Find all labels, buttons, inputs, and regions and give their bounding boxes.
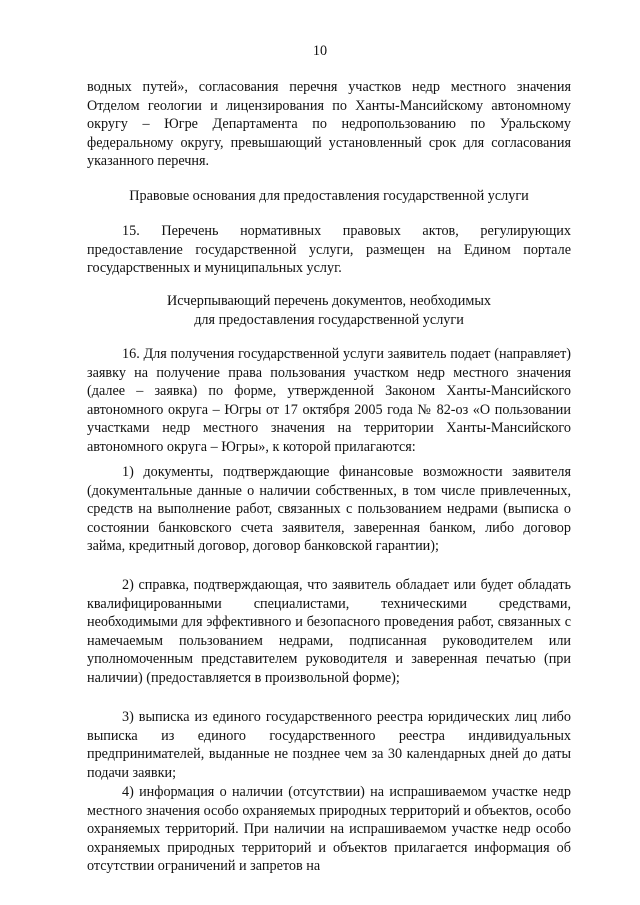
page-number: 10	[312, 43, 328, 59]
list-item-1	[87, 463, 571, 556]
heading-line: Исчерпывающий перечень документов, необходимых	[167, 293, 491, 309]
paragraph-16	[87, 345, 571, 457]
list-item-text: 2) справка, подтверждающая, что заявитель обладает или будет обладать квалифицированными специалистами, техническими средствами, необходимыми для эффективного и безопасного проведения работ, связанных с намечаемым пользованием недрами, подписанная руководителем или уполномоченным представителем руководителя и заверенная печатью (при наличии) (предоставляется в произвольной форме);	[87, 577, 571, 686]
section-heading-legal-basis	[87, 187, 571, 206]
list-item-4	[87, 783, 571, 876]
paragraph-continuation	[87, 78, 571, 171]
list-item-text: 4) информация о наличии (отсутствии) на испрашиваемом участке недр местного значения особо охраняемых природных территорий и объектов, особо охраняемых территорий. При наличии на испрашиваемом участке недр особо охраняемых природных территорий и объектов прилагается информация об отсутствии ограничений и запретов на	[87, 784, 571, 875]
paragraph-text: водных путей», согласования перечня участков недр местного значения Отделом геологии и лицензирования по Ханты-Мансийскому автономному округу – Югре Департамента по недропользованию по Уральскому федеральному округу, превышающий установленный срок для согласования указанного перечня.	[87, 79, 571, 170]
heading-text: Правовые основания для предоставления государственной услуги	[129, 188, 529, 204]
list-item-text: 1) документы, подтверждающие финансовые возможности заявителя (документальные данные о наличии собственных, в том числе привлеченных, средств на выполнение работ, связанных с пользованием недрами (выписка о состоянии банковского счета заявителя, заверенная банком, либо договор займа, кредитный договор, договор банковской гарантии);	[87, 464, 571, 555]
paragraph-15	[87, 222, 571, 278]
heading-line: для предоставления государственной услуги	[194, 311, 464, 328]
paragraph-text: 16. Для получения государственной услуги заявитель подает (направляет) заявку на получение права пользования участком недр местного значения (далее – заявка) по форме, утвержденной Законом Ханты-Мансийского автономного округа – Югры от 17 октября 2005 года № 82-оз «О пользовании участками недр местного значения на территории Ханты-Мансийского автономного округа – Югры», к которой прилагаются:	[87, 346, 571, 455]
list-item-2	[87, 576, 571, 688]
heading-text	[87, 292, 571, 329]
list-item-3	[87, 708, 571, 782]
paragraph-text: 15. Перечень нормативных правовых актов, регулирующих предоставление государственной услуги, размещен на Едином портале государственных и муниципальных услуг.	[87, 223, 571, 277]
section-heading-documents	[87, 292, 571, 329]
list-item-text: 3) выписка из единого государственного реестра юридических лиц либо выписка из единого государственного реестра индивидуальных предпринимателей, выданные не позднее чем за 30 календарных дней до даты подачи заявки;	[87, 709, 571, 781]
